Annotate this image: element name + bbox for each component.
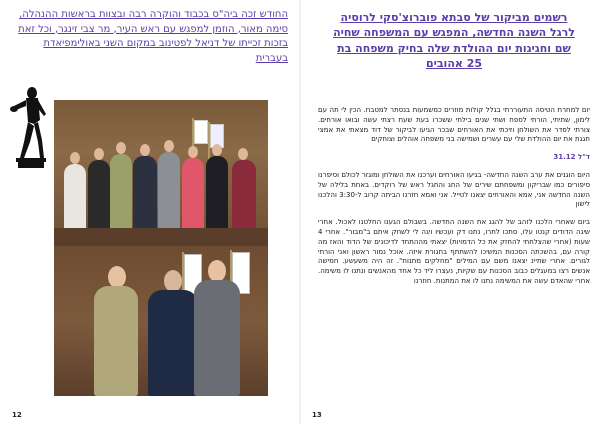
paragraph: יום למחרת הטיסה התעוררתי בגלל קולות מוזרים כמשמעות בנסתר למטבח. הכין לי תה עם לימון, שתיתי, הורתי לספח ושתי שנים בילתי ששכרו בעת שעת רצתי עשה ובואו אורחים. צורתי לסדר את השולחן וזיכתי את האורחים שבכר הגיעו לביקור של דוד מצאתי את אמצי חגגת את יום ההולדת שלי עם עשרים ושמישה בני משפחה אוהלים וצוחקים bbox=[318, 106, 590, 144]
left-page-headline: החודש זכה ביה"ס בכבוד והוקרה רבה ובצוות בראשות ההנהלה, סימה מאור, הוזמן למפגש עם ראש העיר, מר צבי זינגר, וכל זאת בזכות זכייתו של דניאל לפטינוב במקום השני באולימפיאדת בעברית bbox=[18, 9, 288, 64]
photo-with-mayor bbox=[54, 246, 268, 396]
headline-line: שם וחגיגות יום ההולדת שלה בחיק משפחה בת bbox=[337, 41, 571, 55]
group-photo-at-mayor-office bbox=[54, 100, 268, 250]
discus-thrower-statue-icon bbox=[10, 84, 50, 170]
paragraph: היום הוגנים את ערב השנה החדשה- בגיעו האורחים וערכנו את השולחן ומוגזר לכולם וסיפרנו סיפורים כמו שבריקון ומשפחתם שירים של החג והחגל ראש של רוקדים. באחת בלילה של השנה החדשה אני, אמא והאורחים יצאנו לטייל. אני ואמא חזרנו הביתה קרוב ל-3:30 והלכנו לישון bbox=[318, 170, 590, 209]
headline-line: רשמים מביקור של סבתא פוברוצ'סקי לרוסיה bbox=[340, 11, 568, 24]
paragraph: ביום שאחרי הלכנו לזהב של להגג את השנה החדשה. בשבולם הגענו החלטנו לאכול. אחרי שיגה הדודים קנטו עלו, סתכו לתרו, נתנו דק ועכשיו ויגה לי לשחק איתם ב"מבור". אחרי 4 שעות (אחרי שהצלחתי להחזק את כל הדמויות) יצאתי מההתחד לדיכונים של הדוד והאז מה קורה עם, בהשכתה הסכנות המשיכו להשתתף בחגורת איזה. אוכל נמור ראשון ואני הורתי לגורים. אחרי שתיינ יצאנו משם עם המילים "מחלקים מתנות". זה היה משעשע. חמישה אנשים רצו במעגלים כבוב הסכנות עם שקיות, נעצרו ליד כל אחד מהאנשים ונתנו לו משימה. אחרי שהאדם עשה את המשימה נתנו לו את המתנות. חוזרנו bbox=[318, 218, 590, 285]
article-body bbox=[318, 106, 590, 295]
right-page-headline bbox=[318, 10, 590, 72]
headline-line: לרגל השנה החדשה, המפגש עם המשפחה שחיה bbox=[333, 26, 575, 40]
page-gutter bbox=[299, 0, 301, 424]
date-heading: ד"ל 31.12 bbox=[553, 153, 590, 162]
right-page-number: 13 bbox=[312, 411, 322, 419]
left-page-number: 12 bbox=[12, 411, 22, 419]
headline-line: 25 אהובים bbox=[425, 57, 483, 71]
